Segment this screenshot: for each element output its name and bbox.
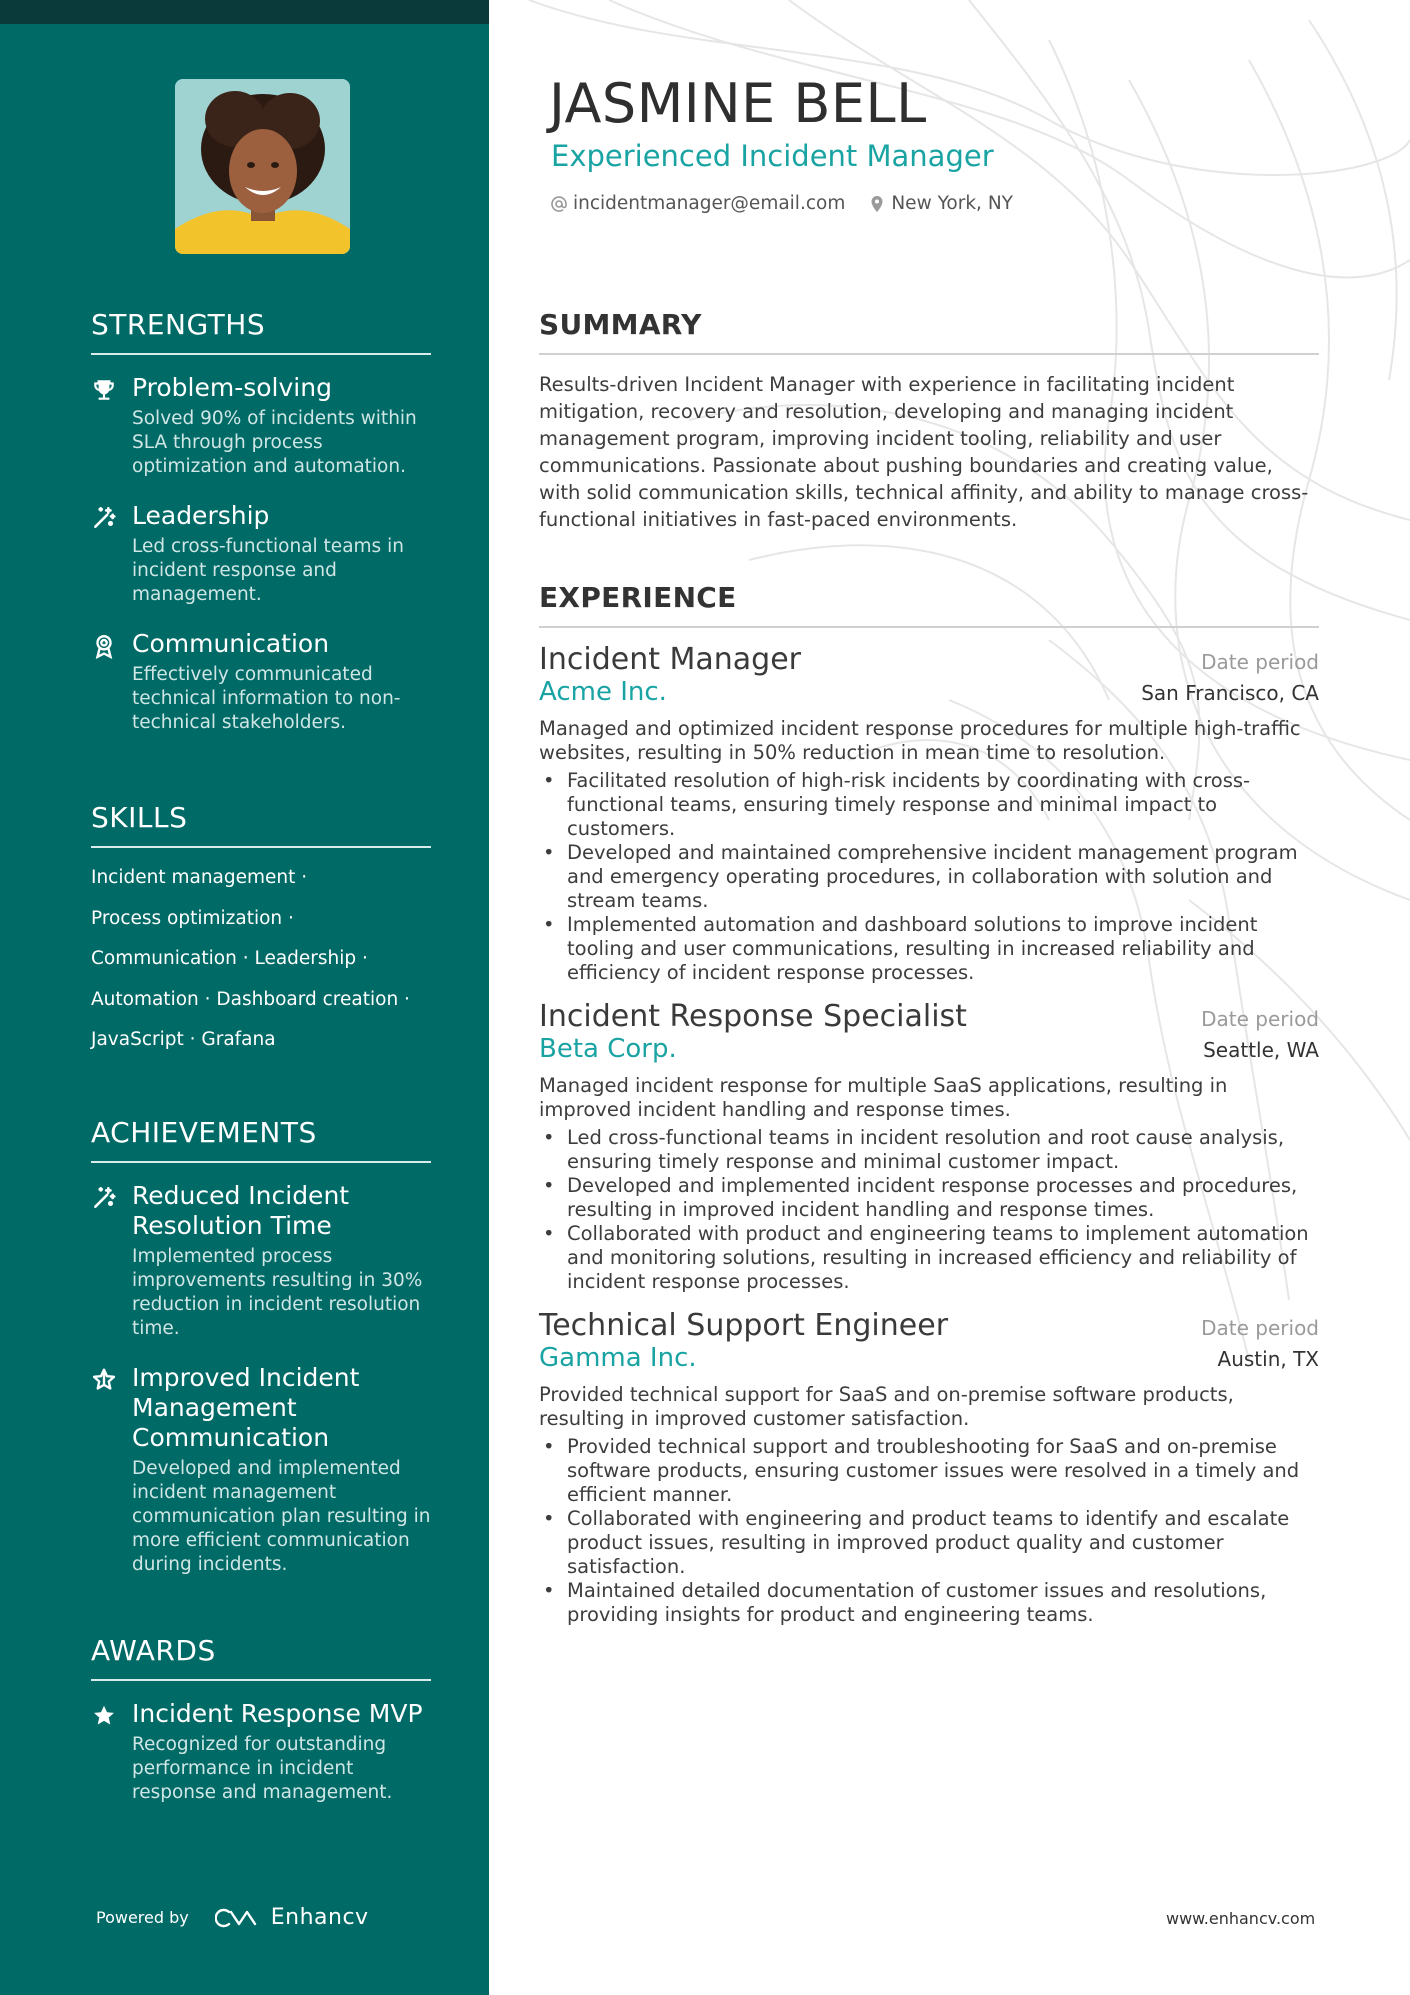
strength-title: Problem-solving	[132, 373, 332, 402]
strength-description: Led cross-functional teams in incident response and management.	[132, 536, 404, 605]
strength-title: Communication	[132, 629, 330, 658]
job-date: Date period	[1201, 1316, 1319, 1340]
job-bullet: • Implemented automation and dashboard solutions to improve incident tooling and user communications, resulting in increased reliability and efficiency of incident response processes.	[539, 913, 1319, 985]
job-summary: Managed incident response for multiple SaaS applications, resulting in improved incident handling and response times.	[539, 1074, 1228, 1121]
job-bullets	[539, 769, 1319, 985]
skills-row: Communication · Leadership ·	[91, 948, 368, 969]
job-bullet: • Collaborated with product and engineering teams to implement automation and monitoring solutions, resulting in increased efficiency and reliability of incident response processes.	[539, 1222, 1319, 1294]
strengths-heading: STRENGTHS	[91, 308, 431, 355]
strength-description: Effectively communicated technical information to non-technical stakeholders.	[132, 664, 401, 733]
strength-item	[91, 629, 431, 735]
achievement-title: Reduced Incident Resolution Time	[132, 1181, 350, 1240]
skills-row: Automation · Dashboard creation ·	[91, 988, 410, 1010]
job-summary: Managed and optimized incident response procedures for multiple high-traffic websites, resulting in 50% reduction in mean time to resolution.	[539, 717, 1301, 764]
enhancv-brand-name: Enhancv	[270, 1905, 369, 1930]
enhancv-logo-icon	[215, 1906, 261, 1930]
skills-list	[91, 866, 431, 1069]
job-entry	[539, 1308, 1319, 1627]
star-outline-icon	[91, 1367, 117, 1393]
awards-heading: AWARDS	[91, 1634, 431, 1681]
job-bullet: • Collaborated with engineering and product teams to identify and escalate product issues, resulting in improved product quality and customer satisfaction.	[539, 1507, 1319, 1579]
achievements-heading: ACHIEVEMENTS	[91, 1116, 431, 1163]
job-entry	[539, 999, 1319, 1294]
award-description: Recognized for outstanding performance in incident response and management.	[132, 1734, 393, 1803]
job-bullets	[539, 1126, 1319, 1294]
skills-row: JavaScript · Grafana	[91, 1029, 276, 1050]
powered-by-label: Powered by	[96, 1908, 189, 1927]
summary-text: Results-driven Incident Manager with experience in facilitating incident mitigation, recovery and resolution, developing and managing incident management program, improving incident tooling, reliability and user communications. Passionate about pushing boundaries and creating value, with solid communication skills, technical affinity, and ability to manage cross-functional initiatives in fast-paced environments.	[539, 373, 1309, 531]
job-company: Beta Corp.	[539, 1034, 677, 1064]
strength-item	[91, 501, 431, 607]
job-location: Seattle, WA	[1203, 1038, 1319, 1062]
experience-heading: EXPERIENCE	[539, 581, 1319, 628]
job-bullet: • Facilitated resolution of high-risk incidents by coordinating with cross-functional teams, ensuring timely response and minimal impact to customers.	[539, 769, 1319, 841]
sidebar-top-bar	[0, 0, 489, 24]
award-item	[91, 1699, 431, 1805]
job-bullet: • Maintained detailed documentation of customer issues and resolutions, providing insights for product and engineering teams.	[539, 1579, 1319, 1627]
job-title: Incident Manager	[539, 642, 802, 677]
summary-section	[539, 308, 1319, 533]
candidate-headline: Experienced Incident Manager	[551, 139, 994, 173]
skills-heading: SKILLS	[91, 801, 431, 848]
skills-section	[91, 801, 431, 1069]
job-summary: Provided technical support for SaaS and on-premise software products, resulting in improved customer satisfaction.	[539, 1383, 1234, 1430]
job-company: Gamma Inc.	[539, 1343, 697, 1373]
job-location: Austin, TX	[1217, 1347, 1319, 1371]
email-text: incidentmanager@email.com	[573, 193, 846, 214]
contact-info	[551, 193, 1013, 214]
awards-section	[91, 1634, 431, 1827]
strength-item	[91, 373, 431, 479]
footer-website-link[interactable]: www.enhancv.com	[1166, 1909, 1316, 1928]
skills-row: Incident management ·	[91, 867, 308, 888]
trophy-icon	[91, 377, 117, 403]
email-contact[interactable]	[551, 193, 845, 214]
candidate-name: JASMINE BELL	[549, 72, 927, 135]
job-title: Technical Support Engineer	[539, 1308, 949, 1343]
achievements-section	[91, 1116, 431, 1599]
job-bullet: • Developed and implemented incident response processes and procedures, resulting in improved incident handling and response times.	[539, 1174, 1319, 1222]
location-contact	[869, 193, 1013, 214]
location-text: New York, NY	[891, 193, 1013, 214]
at-icon	[551, 195, 567, 213]
skills-row: Process optimization ·	[91, 907, 294, 929]
star-icon	[91, 1703, 117, 1729]
job-location: San Francisco, CA	[1141, 681, 1319, 705]
strengths-section	[91, 308, 431, 757]
job-bullet: • Provided technical support and troubleshooting for SaaS and on-premise software products, ensuring customer issues were resolved in a timely and efficient manner.	[539, 1435, 1319, 1507]
achievement-item	[91, 1363, 431, 1577]
achievement-title: Improved Incident Management Communication	[132, 1363, 360, 1452]
job-date: Date period	[1201, 1007, 1319, 1031]
strength-title: Leadership	[132, 501, 270, 530]
strength-description: Solved 90% of incidents within SLA through process optimization and automation.	[132, 408, 417, 477]
award-title: Incident Response MVP	[132, 1699, 423, 1728]
job-bullet: • Developed and maintained comprehensive incident management program and emergency operating procedures, in collaboration with solution and stream teams.	[539, 841, 1319, 913]
job-company: Acme Inc.	[539, 677, 667, 707]
job-title: Incident Response Specialist	[539, 999, 967, 1034]
achievement-item	[91, 1181, 431, 1341]
enhancv-logo[interactable]	[215, 1905, 369, 1930]
job-date: Date period	[1201, 650, 1319, 674]
job-bullet: • Led cross-functional teams in incident resolution and root cause analysis, ensuring timely response and minimal customer impact.	[539, 1126, 1319, 1174]
achievement-description: Developed and implemented incident management communication plan resulting in more efficient communication during incidents.	[132, 1458, 431, 1575]
experience-section	[539, 581, 1319, 1627]
achievement-description: Implemented process improvements resulting in 30% reduction in incident resolution time.	[132, 1246, 423, 1339]
magic-wand-icon	[91, 1185, 117, 1211]
powered-by	[96, 1905, 369, 1930]
profile-photo	[175, 79, 350, 254]
magic-wand-icon	[91, 505, 117, 531]
location-pin-icon	[869, 195, 885, 213]
job-entry	[539, 642, 1319, 985]
sidebar	[0, 0, 489, 1995]
award-ribbon-icon	[91, 633, 117, 659]
summary-heading: SUMMARY	[539, 308, 1319, 355]
job-bullets	[539, 1435, 1319, 1627]
